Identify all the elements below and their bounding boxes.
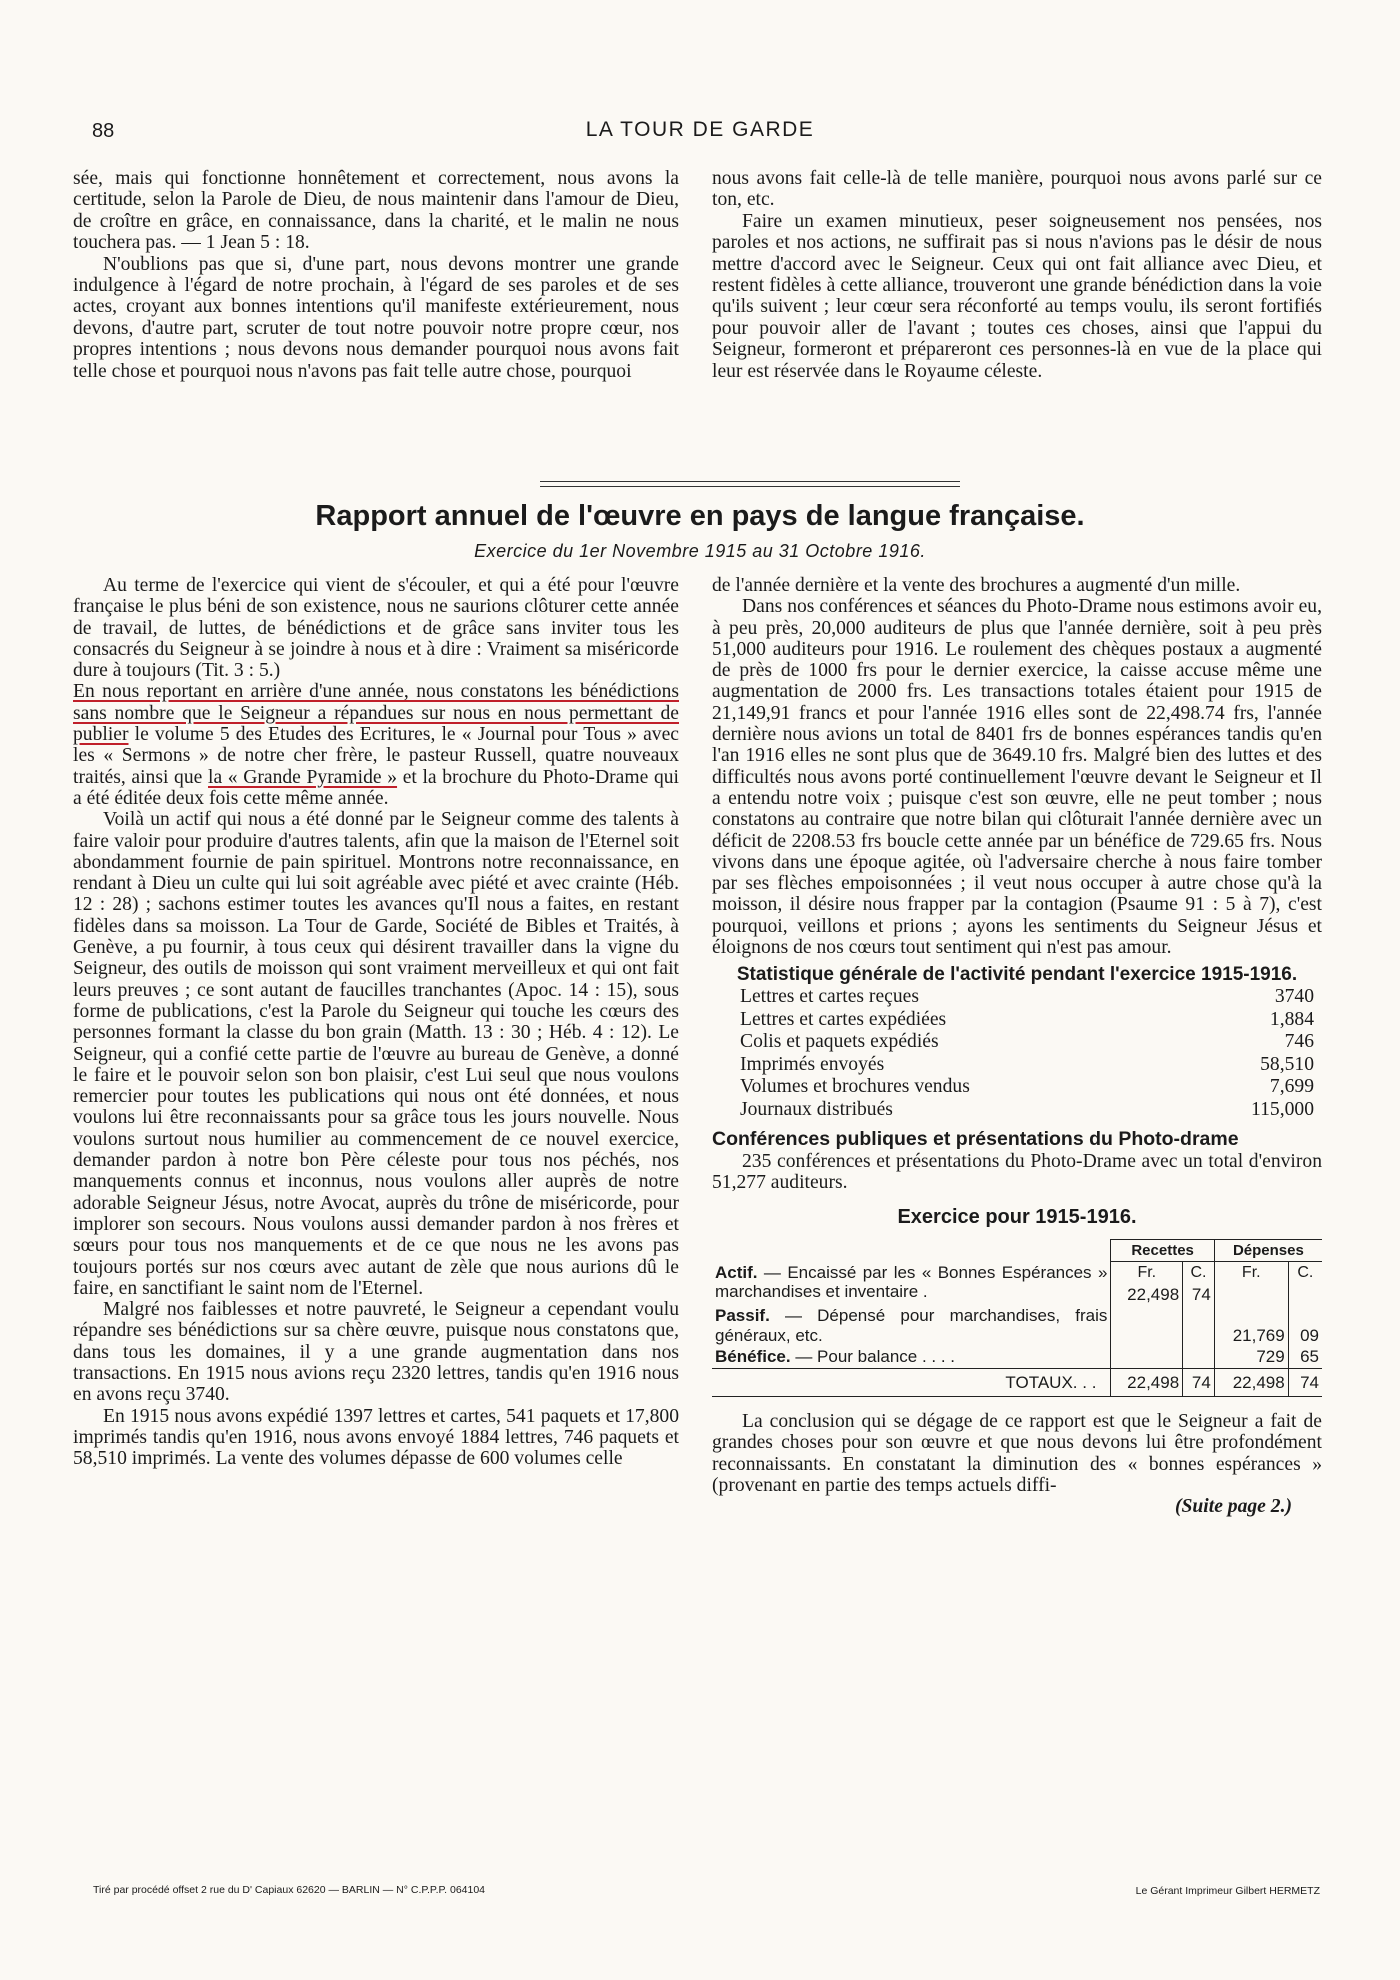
column-unit: Fr.: [1111, 1262, 1183, 1284]
financial-table: [712, 1239, 1322, 1398]
passif-label: Passif.: [715, 1306, 770, 1326]
paragraph-text: et la brochure du Photo-Drame qui a été éditée deux fois cette même année.: [73, 766, 679, 809]
benefice-text: — Pour balance . . . .: [795, 1347, 956, 1367]
paragraph: Malgré nos faiblesses et notre pauvreté, le Seigneur a cependant voulu répandre ses bénédictions sur sa chère œuvre, puisque nous constatons que, dans tous les domaines, il y a une grande augmentation dans nos transactions. En 1915 nous avions reçu 2320 lettres, tandis qu'en 1916 nous en avons reçu 3740.: [73, 1299, 679, 1406]
paragraph: sée, mais qui fonctionne honnêtement et correctement, nous avons la certitude, selon la Parole de Dieu, de nous maintenir dans l'amour de Dieu, de croître en grâce, en connaissance, dans la charité, et le malin ne nous touchera pas. — 1 Jean 5 : 18.: [73, 168, 679, 254]
cell: 65: [1288, 1346, 1322, 1368]
statistics-row: Journaux distribués 115,000: [740, 1098, 1314, 1120]
statistics-row: Lettres et cartes expédiées 1,884: [740, 1008, 1314, 1030]
paragraph: Voilà un actif qui nous a été donné par le Seigneur comme des talents à faire valoir pour produire d'autres talents, afin que la maison de l'Eternel soit abondamment fournie de pain spirituel. Montrons notre reconnaissance, en rendant à Dieu un culte qui lui soit agréable avec piété et avec crainte (Héb. 12 : 28) ; sachons estimer toutes les avances qu'Il nous a faites, en restant fidèles dans sa moisson. La Tour de Garde, Société de Bibles et Traités, à Genève, a pu fournir, à tous ceux qui désirent travailler dans la vigne du Seigneur, des outils de moisson qui sont vraiment merveilleux et qui ont fait leurs preuves ; ce sont autant de faucilles tranchantes (Apoc. 14 : 15), sous forme de publications, c'est la Parole du Seigneur qui touche les cœurs des personnes formant la classe du bon grain (Matth. 13 : 30 ; Héb. 4 : 12). Le Seigneur, qui a confié cette partie de l'œuvre au bureau de Genève, a donné le faire et le pouvoir selon son bon plaisir, c'est Lui seul que nous voulons remercier pour toutes les publications qui nous ont été données, et nous voulons lui être reconnaissants pour sa grâce tous les jours nouvelle. Nous voulons surtout nous humilier au commencement de ce nouvel exercice, demander pardon à notre bon Père céleste pour tous nos péchés, nos manquements connus et inconnus, nous voulons aller auprès de notre adorable Seigneur Jésus, notre Avocat, auprès du trône de miséricorde, pour implorer son secours. Nous voulons aussi demander pardon à nos frères et sœurs pour tous nos manquements et de ce que nous ne les avons pas toujours portés sur nos cœurs avec autant de zèle que nous aurions dû le faire, en sanctifiant le saint nom de l'Eternel.: [73, 809, 679, 1299]
paragraph: N'oublions pas que si, d'une part, nous devons montrer une grande indulgence à l'égard de notre prochain, à l'égard de ses paroles et de ses actes, croyant aux bonnes intentions qu'il manifeste extérieurement, nous devons, d'autre part, scruter de tout notre pouvoir notre propre cœur, nos propres intentions ; nous devons nous demander pourquoi nous avons fait telle chose et pourquoi nous n'avons pas fait telle autre chose, pourquoi: [73, 253, 679, 382]
cell: 729: [1214, 1346, 1288, 1368]
totals-label: TOTAUX. . .: [712, 1368, 1111, 1397]
section-divider: [540, 481, 960, 487]
paragraph: Faire un examen minutieux, peser soigneusement nos pensées, nos paroles et nos actions, ne suffirait pas si nous n'avions pas le désir de nous mettre d'accord avec le Seigneur. Ceux qui ont fait alliance avec Dieu, et restent fidèles à cette alliance, trouveront une grande bénédiction dans la voie qu'ils suivent ; leur cœur sera réconforté au temps voulu, ils seront fortifiés pour pouvoir aller de l'avant ; toutes ces choses, ainsi que l'appui du Seigneur, formeront et prépareront ces personnes-là en vue de la place qui leur est réservée dans le Royaume céleste.: [712, 210, 1322, 382]
passif-text: — Dépensé pour marchandises, frais généraux, etc.: [715, 1306, 1108, 1345]
cell: 22,498: [1214, 1368, 1288, 1397]
paragraph-text: le volume 5 des Etudes des Ecritures, le « Journal pour Tous » avec les « Sermons » de notre cher frère, le pasteur Russell, quatre nouveaux traités, ainsi que: [73, 724, 679, 788]
actif-label: Actif.: [715, 1262, 758, 1282]
exercise-title: Exercice pour 1915-1916.: [897, 1206, 1137, 1229]
paragraph: Au terme de l'exercice qui vient de s'écouler, et qui a été pour l'œuvre française le plus béni de son existence, nous ne saurions clôturer cette année de travail, de luttes, de bénédictions et de grâce sans inviter tous les consacrés du Seigneur à se joindre à nous et à dire : Vraiment sa miséricorde dure à toujours (Tit. 3 : 5.): [73, 575, 679, 682]
cell: 09: [1288, 1305, 1322, 1346]
running-title: LA TOUR DE GARDE: [585, 118, 815, 141]
cell: 22,498: [1111, 1368, 1183, 1397]
report-left-column: [73, 575, 679, 1469]
paragraph: 235 conférences et présentations du Photo-Drame avec un total d'environ 51,277 auditeurs.: [712, 1150, 1322, 1193]
publisher-imprint: Le Gérant Imprimeur Gilbert HERMETZ: [1135, 1885, 1320, 1897]
statistics-title: Statistique générale de l'activité pendant l'exercice 1915-1916.: [736, 964, 1298, 986]
cell: 74: [1183, 1368, 1215, 1397]
printer-imprint: Tiré par procédé offset 2 rue du D' Capiaux 62620 — BARLIN — N° C.P.P.P. 064104: [93, 1884, 486, 1896]
benefice-label: Bénéfice.: [715, 1347, 791, 1367]
statistics-list: [712, 986, 1322, 1121]
paragraph: En 1915 nous avons expédié 1397 lettres et cartes, 541 paquets et 17,800 imprimés tandis qu'en 1916, nous avons envoyé 1884 lettres, 746 paquets et 58,510 imprimés. La vente des volumes dépasse de 600 volumes celle: [73, 1405, 679, 1470]
paragraph: de l'année dernière et la vente des brochures a augmenté d'un mille.: [712, 575, 1241, 596]
recettes-header: Recettes: [1111, 1239, 1214, 1262]
statistics-row: Imprimés envoyés 58,510: [740, 1053, 1314, 1075]
cell: 21,769: [1214, 1305, 1288, 1346]
column-unit: Fr.: [1214, 1262, 1288, 1284]
statistics-row: Colis et paquets expédiés 746: [740, 1031, 1314, 1053]
page-number: 88: [92, 120, 115, 142]
top-right-column: [712, 168, 1322, 382]
conferences-title: Conférences publiques et présentations du Photo-drame: [712, 1128, 1239, 1151]
underlined-passage: la « Grande Pyramide »: [208, 766, 398, 788]
continued-note: (Suite page 2.): [1174, 1496, 1292, 1518]
underlined-passage: En nous reportant en arrière d'une année, nous constatons les bénédictions sans nombre que le Seigneur a répandues sur nous en nous permettant de publier: [73, 681, 679, 746]
report-right-column: [712, 575, 1322, 1518]
statistics-row: Lettres et cartes reçues 3740: [740, 986, 1314, 1008]
statistics-row: Volumes et brochures vendus 7,699: [740, 1076, 1314, 1098]
report-title: Rapport annuel de l'œuvre en pays de langue française.: [315, 500, 1085, 532]
paragraph: nous avons fait celle-là de telle manière, pourquoi nous avons parlé sur ce ton, etc.: [712, 168, 1322, 211]
depenses-header: Dépenses: [1214, 1239, 1322, 1262]
top-left-column: [73, 168, 679, 382]
cell: 22,498: [1111, 1284, 1183, 1306]
cell: 74: [1183, 1284, 1215, 1306]
column-unit: C.: [1288, 1262, 1322, 1284]
conclusion-paragraph: La conclusion qui se dégage de ce rapport est que le Seigneur a fait de grandes choses pour son œuvre et que nous devons lui être profondément reconnaissants. En constatant la diminution des « bonnes espérances » (provenant en partie des temps actuels diffi-: [712, 1411, 1322, 1496]
report-subtitle: Exercice du 1er Novembre 1915 au 31 Octobre 1916.: [474, 541, 926, 561]
actif-text: — Encaissé par les « Bonnes Espérances » marchandises et inventaire .: [715, 1262, 1108, 1302]
column-unit: C.: [1183, 1262, 1215, 1284]
paragraph: Dans nos conférences et séances du Photo-Drame nous estimons avoir eu, à peu près, 20,000 auditeurs de plus que l'année dernière, soit à peu près 51,000 auditeurs pour 1916. Le roulement des chèques postaux a augmenté de près de 1000 frs pour le dernier exercice, la caisse accuse même une augmentation de 2000 frs. Les transactions totales étaient pour 1915 de 21,149,91 francs et pour l'année 1916 elles sont de 22,498.74 frs, l'année dernière nous avions un total de 8401 frs de bonnes espérances tandis qu'en l'an 1916 elles ne sont plus que de 3649.10 frs. Malgré bien des luttes et des difficultés nous avons porté continuellement l'œuvre devant le Seigneur et Il a entendu notre voix ; puisque c'est son œuvre, elle ne peut tomber ; nous constatons au contraire que notre bilan qui clôturait l'année dernière avec un déficit de 2208.53 frs boucle cette année par un bénéfice de 729.65 frs. Nous vivons dans une époque agitée, où l'adversaire cherche à nous faire tomber par ses flèches empoisonnées ; il veut nous occuper à autre chose qu'à la moisson, il désire nous frapper par la contagion (Psaume 91 : 5 à 7), c'est pourquoi, veillons et prions ; ayons les sentiments du Seigneur Jésus et éloignons de nos cœurs tout sentiment qui n'est pas amour.: [712, 596, 1322, 959]
cell: 74: [1288, 1368, 1322, 1397]
